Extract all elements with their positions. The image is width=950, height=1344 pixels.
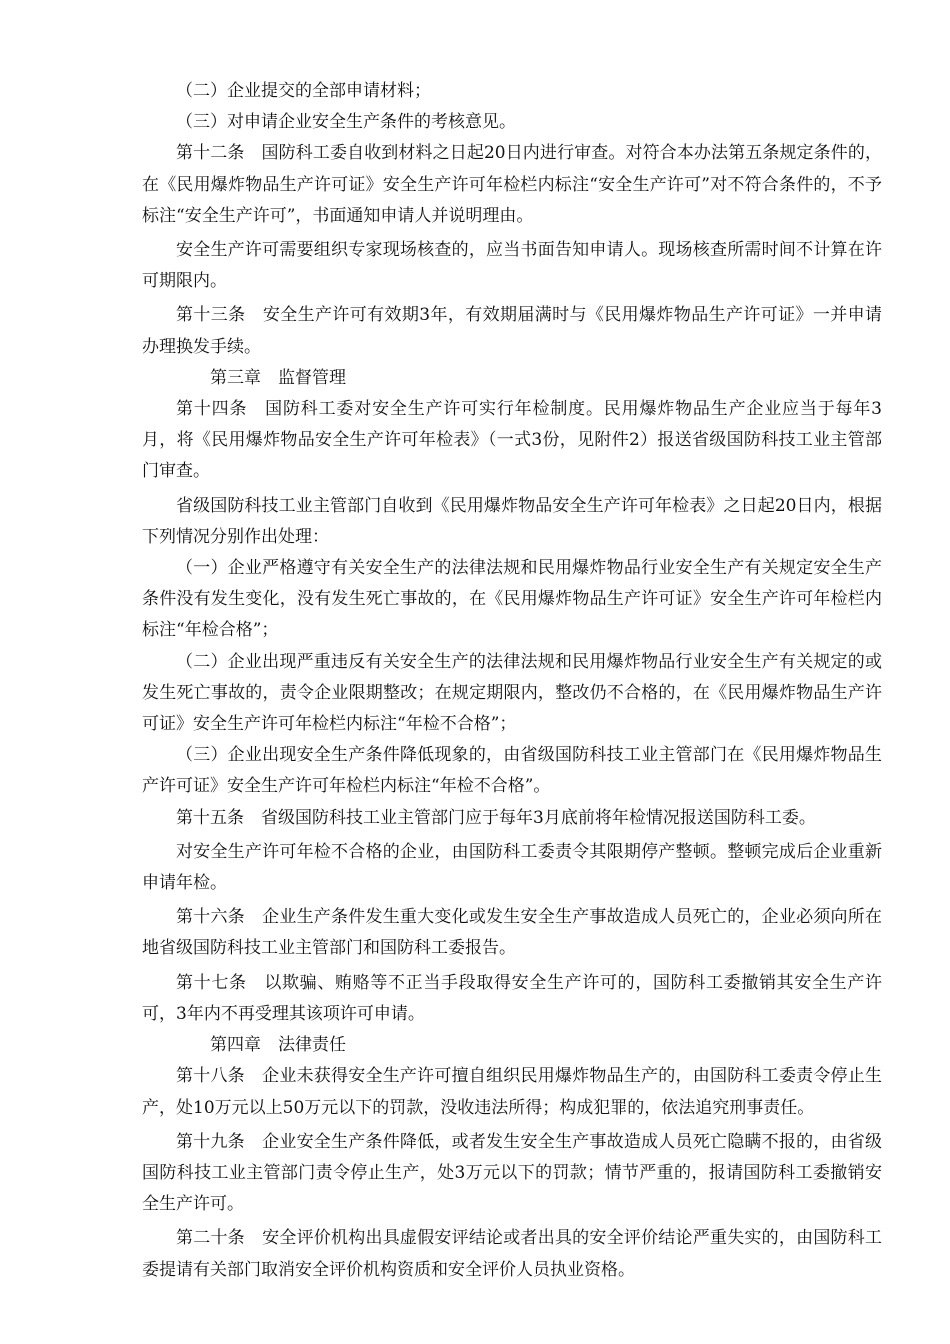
article-12: 第十二条 国防科工委自收到材料之日起20日内进行审查。对符合本办法第五条规定条件的，在《民用爆炸物品生产许可证》安全生产许可年检栏内标注“安全生产许可”对不符合条件的，不予标注“安全生产许可”，书面通知申请人并说明理由。: [142, 143, 882, 226]
article-14: 第十四条 国防科工委对安全生产许可实行年检制度。民用爆炸物品生产企业应当于每年3月，将《民用爆炸物品安全生产许可年检表》（一式3份，见附件2）报送省级国防科技工业主管部门审查。: [142, 399, 882, 482]
article-20: 第二十条 安全评价机构出具虚假安评结论或者出具的安全评价结论严重失实的，由国防科工委提请有关部门取消安全评价机构资质和安全评价人员执业资格。: [142, 1228, 882, 1280]
article-14-item-3: （三）企业出现安全生产条件降低现象的，由省级国防科技工业主管部门在《民用爆炸物品生产许可证》安全生产许可年检栏内标注“年检不合格”。: [142, 745, 882, 797]
chapter-3-heading: 第三章 监督管理: [210, 367, 346, 388]
document-body: [142, 76, 882, 1286]
article-12-site-inspection: 安全生产许可需要组织专家现场核查的，应当书面告知申请人。现场核查所需时间不计算在许可期限内。: [142, 240, 882, 292]
paragraph-item-3: （三）对申请企业安全生产条件的考核意见。: [176, 112, 516, 133]
article-15: 第十五条 省级国防科技工业主管部门应于每年3月底前将年检情况报送国防科工委。: [176, 807, 816, 828]
article-13: 第十三条 安全生产许可有效期3年，有效期届满时与《民用爆炸物品生产许可证》一并申请办理换发手续。: [142, 305, 882, 357]
article-14-item-2: （二）企业出现严重违反有关安全生产的法律法规和民用爆炸物品行业安全生产有关规定的或发生死亡事故的，责令企业限期整改；在规定期限内，整改仍不合格的，在《民用爆炸物品生产许可证》安全生产许可年检栏内标注“年检不合格”；: [142, 651, 882, 735]
paragraph-item-2: （二）企业提交的全部申请材料；: [176, 81, 431, 101]
article-15-rectification: 对安全生产许可年检不合格的企业，由国防科工委责令其限期停产整顿。整顿完成后企业重新申请年检。: [142, 841, 882, 894]
article-19: 第十九条 企业安全生产条件降低，或者发生安全生产事故造成人员死亡隐瞒不报的，由省级国防科技工业主管部门责令停止生产，处3万元以下的罚款；情节严重的，报请国防科工委撤销安全生产许可。: [142, 1131, 882, 1215]
article-14-provincial-review: 省级国防科技工业主管部门自收到《民用爆炸物品安全生产许可年检表》之日起20日内，根据下列情况分别作出处理：: [142, 495, 882, 547]
chapter-4-heading: 第四章 法律责任: [210, 1035, 346, 1056]
article-16: 第十六条 企业生产条件发生重大变化或发生安全生产事故造成人员死亡的，企业必须向所在地省级国防科技工业主管部门和国防科工委报告。: [142, 907, 882, 959]
article-18: 第十八条 企业未获得安全生产许可擅自组织民用爆炸物品生产的，由国防科工委责令停止生产，处10万元以上50万元以下的罚款，没收违法所得；构成犯罪的，依法追究刑事责任。: [142, 1066, 882, 1118]
article-14-item-1: （一）企业严格遵守有关安全生产的法律法规和民用爆炸物品行业安全生产有关规定安全生产条件没有发生变化，没有发生死亡事故的，在《民用爆炸物品生产许可证》安全生产许可年检栏内标注“年检合格”；: [142, 558, 882, 641]
article-17: 第十七条 以欺骗、贿赂等不正当手段取得安全生产许可的，国防科工委撤销其安全生产许可，3年内不再受理其该项许可申请。: [142, 972, 882, 1024]
